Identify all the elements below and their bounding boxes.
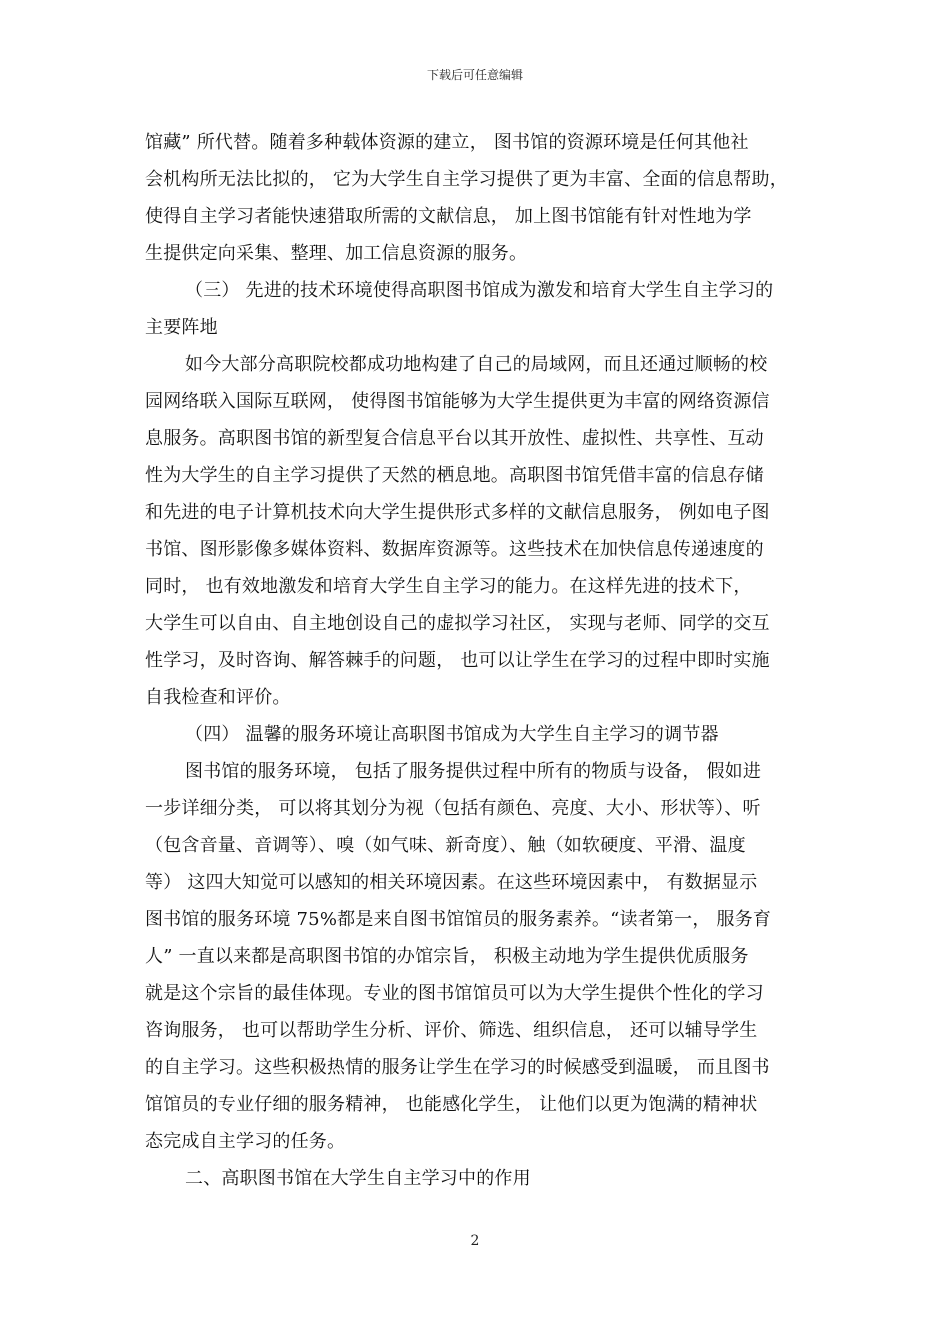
body-line: 一步详细分类， 可以将其划分为视（包括有颜色、亮度、大小、形状等）、听 — [145, 798, 761, 819]
body-line: 书馆、图形影像多媒体资料、数据库资源等。这些技术在加快信息传递速度的 — [145, 539, 764, 560]
body-line: 就是这个宗旨的最佳体现。专业的图书馆馆员可以为大学生提供个性化的学习 — [145, 983, 764, 1004]
section-heading: 二、高职图书馆在大学生自主学习中的作用 — [185, 1168, 531, 1189]
body-line: 图书馆的服务环境 75%都是来自图书馆馆员的服务素养。“读者第一， 服务育 — [145, 909, 772, 930]
body-line: 自我检查和评价。 — [145, 687, 291, 708]
page-number: 2 — [470, 1233, 480, 1249]
section-heading-continued: 主要阵地 — [145, 317, 218, 338]
body-line: 性为大学生的自主学习提供了天然的栖息地。高职图书馆凭借丰富的信息存储 — [145, 465, 764, 486]
page-header: 下载后可任意编辑 — [426, 68, 523, 82]
body-line: 馆馆员的专业仔细的服务精神， 也能感化学生， 让他们以更为饱满的精神状 — [145, 1094, 758, 1115]
body-line: 园网络联入国际互联网， 使得图书馆能够为大学生提供更为丰富的网络资源信 — [145, 391, 770, 412]
body-line: 性学习，及时咨询、解答棘手的问题， 也可以让学生在学习的过程中即时实施 — [145, 650, 770, 671]
body-line: 会机构所无法比拟的， 它为大学生自主学习提供了更为丰富、全面的信息帮助， — [145, 169, 788, 190]
body-line: （包含音量、音调等）、嗅（如气味、新奇度）、触（如软硬度、平滑、温度 — [145, 835, 746, 856]
body-line: 图书馆的服务环境， 包括了服务提供过程中所有的物质与设备， 假如进 — [185, 761, 762, 782]
body-line: 使得自主学习者能快速猎取所需的文献信息， 加上图书馆能有针对性地为学 — [145, 206, 752, 227]
body-line: 的自主学习。这些积极热情的服务让学生在学习的时候感受到温暖， 而且图书 — [145, 1057, 770, 1078]
body-line: 息服务。高职图书馆的新型复合信息平台以其开放性、虚拟性、共享性、互动 — [145, 428, 764, 449]
body-line: 大学生可以自由、自主地创设自己的虚拟学习社区， 实现与老师、同学的交互 — [145, 613, 770, 634]
body-line: 馆藏” 所代替。随着多种载体资源的建立， 图书馆的资源环境是任何其他社 — [145, 132, 749, 153]
document-body — [145, 124, 807, 1197]
body-line: 人” 一直以来都是高职图书馆的办馆宗旨， 积极主动地为学生提供优质服务 — [145, 946, 749, 967]
body-line: 同时， 也有效地激发和培育大学生自主学习的能力。在这样先进的技术下， — [145, 576, 752, 597]
body-line: 如今大部分高职院校都成功地构建了自己的局域网，而且还通过顺畅的校 — [185, 354, 768, 375]
body-line: 生提供定向采集、整理、加工信息资源的服务。 — [145, 243, 528, 264]
body-line: 和先进的电子计算机技术向大学生提供形式多样的文献信息服务， 例如电子图 — [145, 502, 770, 523]
body-line: 咨询服务， 也可以帮助学生分析、评价、筛选、组织信息， 还可以辅导学生 — [145, 1020, 758, 1041]
body-line: 态完成自主学习的任务。 — [145, 1131, 346, 1152]
body-line: 等） 这四大知觉可以感知的相关环境因素。在这些环境因素中， 有数据显示 — [145, 872, 758, 893]
section-heading: （四） 温馨的服务环境让高职图书馆成为大学生自主学习的调节器 — [185, 724, 719, 745]
section-heading: （三） 先进的技术环境使得高职图书馆成为激发和培育大学生自主学习的 — [185, 280, 774, 301]
